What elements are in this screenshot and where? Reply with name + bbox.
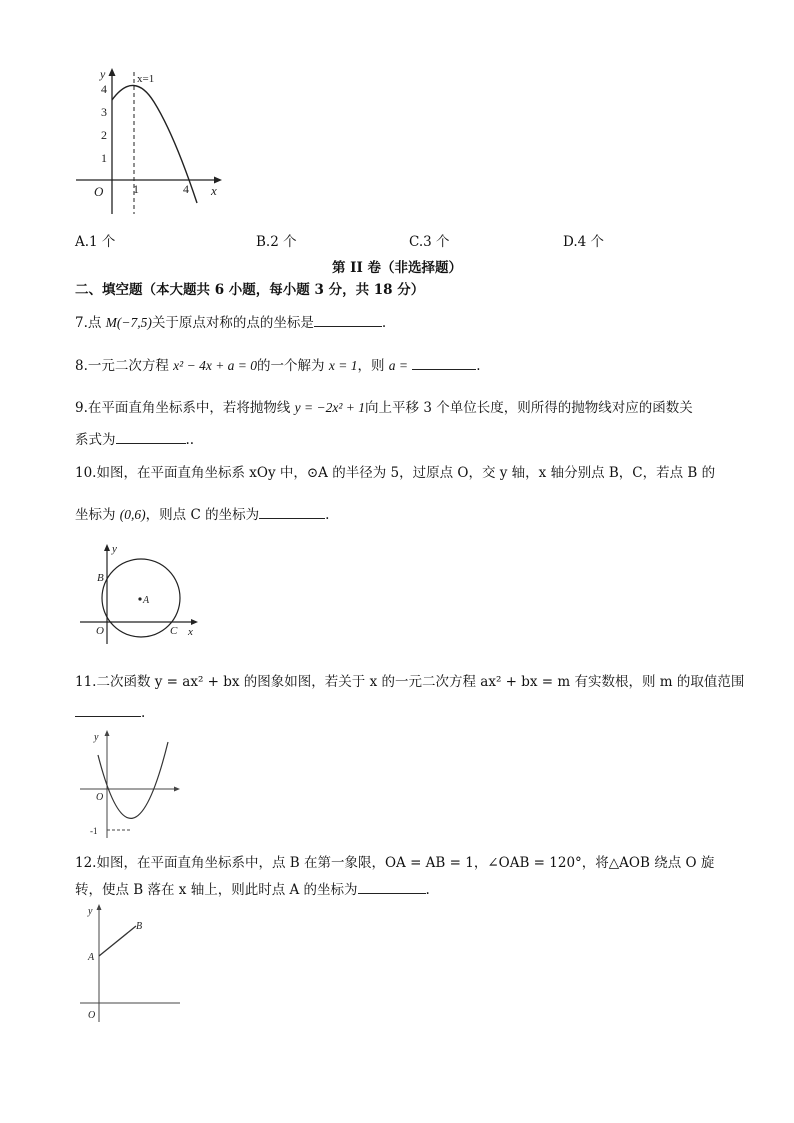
y-tick-1: 1 bbox=[101, 151, 107, 165]
question-9-line-2 bbox=[75, 430, 194, 450]
question-12-line-1: 12.如图，在平面直角坐标系中，点 B 在第一象限，OA = AB = 1，∠OAB = 120°，将△AOB 绕点 O 旋 bbox=[75, 855, 715, 871]
segment-ab bbox=[99, 926, 136, 956]
section-title: 第 II 卷（非选择题） bbox=[331, 260, 463, 276]
question-11-line-2 bbox=[75, 703, 145, 723]
figure-parabola-min bbox=[76, 728, 186, 840]
question-10-line-2 bbox=[75, 505, 329, 525]
option-d: D.4 个 bbox=[563, 234, 605, 250]
q7-end: . bbox=[381, 315, 387, 331]
y-tick-2: 2 bbox=[101, 128, 107, 142]
q10-end: . bbox=[325, 507, 330, 523]
q9-line2: 系式为 bbox=[75, 432, 116, 448]
q12-end: . bbox=[425, 882, 430, 898]
y-axis-label: y bbox=[100, 67, 106, 81]
question-9-line-1 bbox=[75, 398, 693, 418]
q11-answer-blank[interactable] bbox=[75, 703, 141, 717]
q10-prefix: 坐标为 bbox=[75, 507, 120, 523]
y-axis-label: y bbox=[112, 543, 117, 555]
q8-expr: x² − 4x + a = 0 bbox=[173, 358, 258, 373]
center-point-a bbox=[138, 597, 141, 600]
q11-end: . bbox=[141, 705, 146, 721]
question-8 bbox=[75, 356, 481, 376]
question-7 bbox=[75, 313, 386, 333]
q8-prefix: 8.一元二次方程 bbox=[75, 358, 174, 374]
x-tick-1: 1 bbox=[133, 182, 139, 196]
label-b: B bbox=[136, 921, 143, 932]
option-a: A.1 个 bbox=[75, 234, 116, 250]
option-c: C.3 个 bbox=[409, 234, 450, 250]
q7-prefix: 7.点 bbox=[75, 315, 106, 331]
q9-suffix: 向上平移 3 个单位长度，则所得的抛物线对应的函数关 bbox=[365, 400, 693, 416]
q12-answer-blank[interactable] bbox=[358, 880, 426, 894]
parabola-curve bbox=[98, 742, 168, 818]
q9-expr: y = −2x² + 1 bbox=[294, 400, 366, 415]
q10-expr: (0,6) bbox=[119, 507, 146, 522]
origin-label: O bbox=[94, 184, 104, 199]
q8-expr2: x = 1 bbox=[328, 358, 358, 373]
q7-answer-blank[interactable] bbox=[314, 313, 382, 327]
q8-end: . bbox=[476, 358, 481, 374]
q10-suffix: ，则点 C 的坐标为 bbox=[145, 507, 260, 523]
question-10-line-1: 10.如图，在平面直角坐标系 xOy 中，⊙A 的半径为 5，过原点 O，交 y 轴，x 轴分别点 B，C，若点 B 的 bbox=[75, 465, 716, 481]
y-axis-label: y bbox=[94, 732, 99, 743]
origin-label: O bbox=[96, 792, 104, 803]
label-a: A bbox=[88, 952, 95, 963]
minus-one-label: -1 bbox=[90, 826, 98, 836]
q8-answer-blank[interactable] bbox=[412, 356, 476, 370]
q9-prefix: 9.在平面直角坐标系中，若将抛物线 bbox=[75, 400, 295, 416]
q7-expr: M(−7,5) bbox=[105, 315, 152, 330]
figure-parabola-vertex bbox=[70, 66, 230, 216]
q9-end: .. bbox=[185, 432, 195, 448]
x-tick-4: 4 bbox=[183, 182, 189, 196]
q7-suffix: 关于原点对称的点的坐标是 bbox=[151, 315, 314, 331]
y-tick-4: 4 bbox=[101, 82, 107, 96]
y-axis-arrow bbox=[104, 544, 110, 551]
label-o: O bbox=[88, 1010, 96, 1021]
x-axis-label: x bbox=[211, 183, 217, 198]
figure-triangle-aob bbox=[76, 902, 186, 1026]
figure-circle-a bbox=[76, 540, 201, 650]
q12-line2: 转，使点 B 落在 x 轴上，则此时点 A 的坐标为 bbox=[75, 882, 358, 898]
q8-expr3: a = bbox=[388, 358, 408, 373]
label-o: O bbox=[96, 625, 104, 637]
label-a: A bbox=[143, 595, 150, 606]
y-axis-arrow bbox=[105, 730, 110, 736]
label-b: B bbox=[97, 572, 104, 584]
q9-answer-blank[interactable] bbox=[116, 430, 186, 444]
symmetry-line-label: x=1 bbox=[137, 73, 155, 85]
x-axis-label: x bbox=[188, 626, 193, 638]
q10-answer-blank[interactable] bbox=[259, 505, 325, 519]
x-axis-arrow bbox=[191, 619, 198, 625]
y-axis-label: y bbox=[88, 906, 93, 917]
option-b: B.2 个 bbox=[256, 234, 297, 250]
q8-mid: 的一个解为 bbox=[257, 358, 329, 374]
x-axis-arrow bbox=[174, 787, 180, 792]
section-heading: 二、填空题（本大题共 6 小题，每小题 3 分，共 18 分） bbox=[75, 282, 425, 298]
y-axis-arrow bbox=[97, 904, 102, 910]
label-c: C bbox=[170, 625, 178, 637]
y-tick-3: 3 bbox=[101, 105, 107, 119]
question-11-line-1: 11.二次函数 y = ax² + bx 的图象如图，若关于 x 的一元二次方程 ax² + bx = m 有实数根，则 m 的取值范围 bbox=[75, 674, 745, 690]
y-axis-arrow bbox=[109, 68, 116, 76]
q8-mid2: ，则 bbox=[357, 358, 389, 374]
question-12-line-2 bbox=[75, 880, 430, 900]
